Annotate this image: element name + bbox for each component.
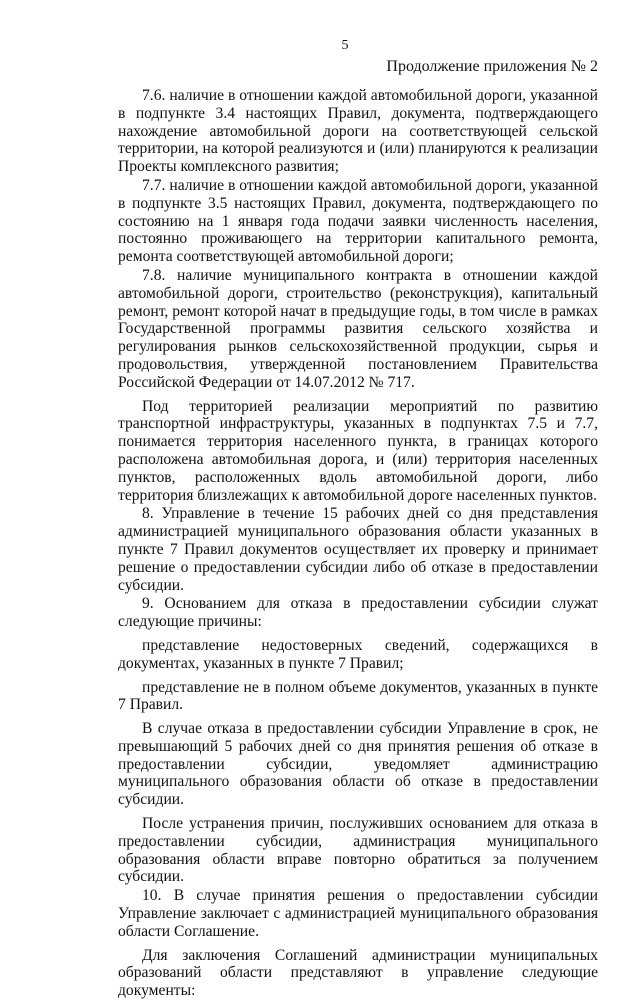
paragraph-7-7: 7.7. наличие в отношении каждой автомобильной дороги, указанной в подпункте 3.5 настоящих Правил, документа, подтверждающего по состоянию на 1 января года подачи заявки численность населения, постоянно проживающего на территории капитального ремонта, ремонта соответствующей автомобильной дороги; <box>118 176 598 266</box>
paragraph-9: 9. Основанием для отказа в предоставлении субсидии служат следующие причины: <box>118 595 598 631</box>
paragraph-territory-definition: Под территорией реализации мероприятий по развитию транспортной инфраструктуры, указанных в подпунктах 7.5 и 7.7, понимается территория населенного пункта, в границах которого расположена автомобильная дорога, и (или) территория населенных пунктов, расположенных вдоль автомобильной дороги, либо территория близлежащих к автомобильной дороге населенных пунктов. <box>118 397 598 504</box>
paragraph-7-6: 7.6. наличие в отношении каждой автомобильной дороги, указанной в подпункте 3.4 настоящих Правил, документа, подтверждающего нахождение автомобильной дороги на соответствующей сельской территории, на которой реализуются и (или) планируются к реализации Проекты комплексного развития; <box>118 87 598 176</box>
page-number: 5 <box>341 38 349 53</box>
paragraph-10: 10. В случае принятия решения о предоставлении субсидии Управление заключает с администрацией муниципального образования области Соглашение. <box>118 887 598 940</box>
paragraph-refusal-notice: В случае отказа в предоставлении субсидии Управление в срок, не превышающий 5 рабочих дней со дня принятия решения об отказе в предоставлении субсидии, уведомляет администрацию муниципального образования области об отказе в предоставлении субсидии. <box>118 720 598 809</box>
appendix-header: Продолжение приложения № 2 <box>386 58 598 75</box>
document-body <box>118 87 598 1000</box>
paragraph-documents-list-intro: Для заключения Соглашений администрации муниципальных образований области представляют в управление следующие документы: <box>118 946 598 1000</box>
paragraph-7-8: 7.8. наличие муниципального контракта в отношении каждой автомобильной дороги, строительство (реконструкция), капитальный ремонт, ремонт которой начат в предыдущие годы, в том числе в рамках Государственной программы развития сельского хозяйства и регулирования рынков сельскохозяйственной продукции, сырья и продовольствия, утвержденной постановлением Правительства Российской Федерации от 14.07.2012 № 717. <box>118 266 598 391</box>
paragraph-resubmission: После устранения причин, послуживших основанием для отказа в предоставлении субсидии, администрация муниципального образования области вправе повторно обратиться за получением субсидии. <box>118 815 598 886</box>
refusal-reason-1: представление недостоверных сведений, содержащихся в документах, указанных в пункте 7 Правил; <box>118 636 598 672</box>
refusal-reason-2: представление не в полном объеме документов, указанных в пункте 7 Правил. <box>118 678 598 714</box>
paragraph-8: 8. Управление в течение 15 рабочих дней со дня представления администрацией муниципального образования области указанных в пункте 7 Правил документов осуществляет их проверку и принимает решение о предоставлении субсидии либо об отказе в предоставлении субсидии. <box>118 505 598 594</box>
